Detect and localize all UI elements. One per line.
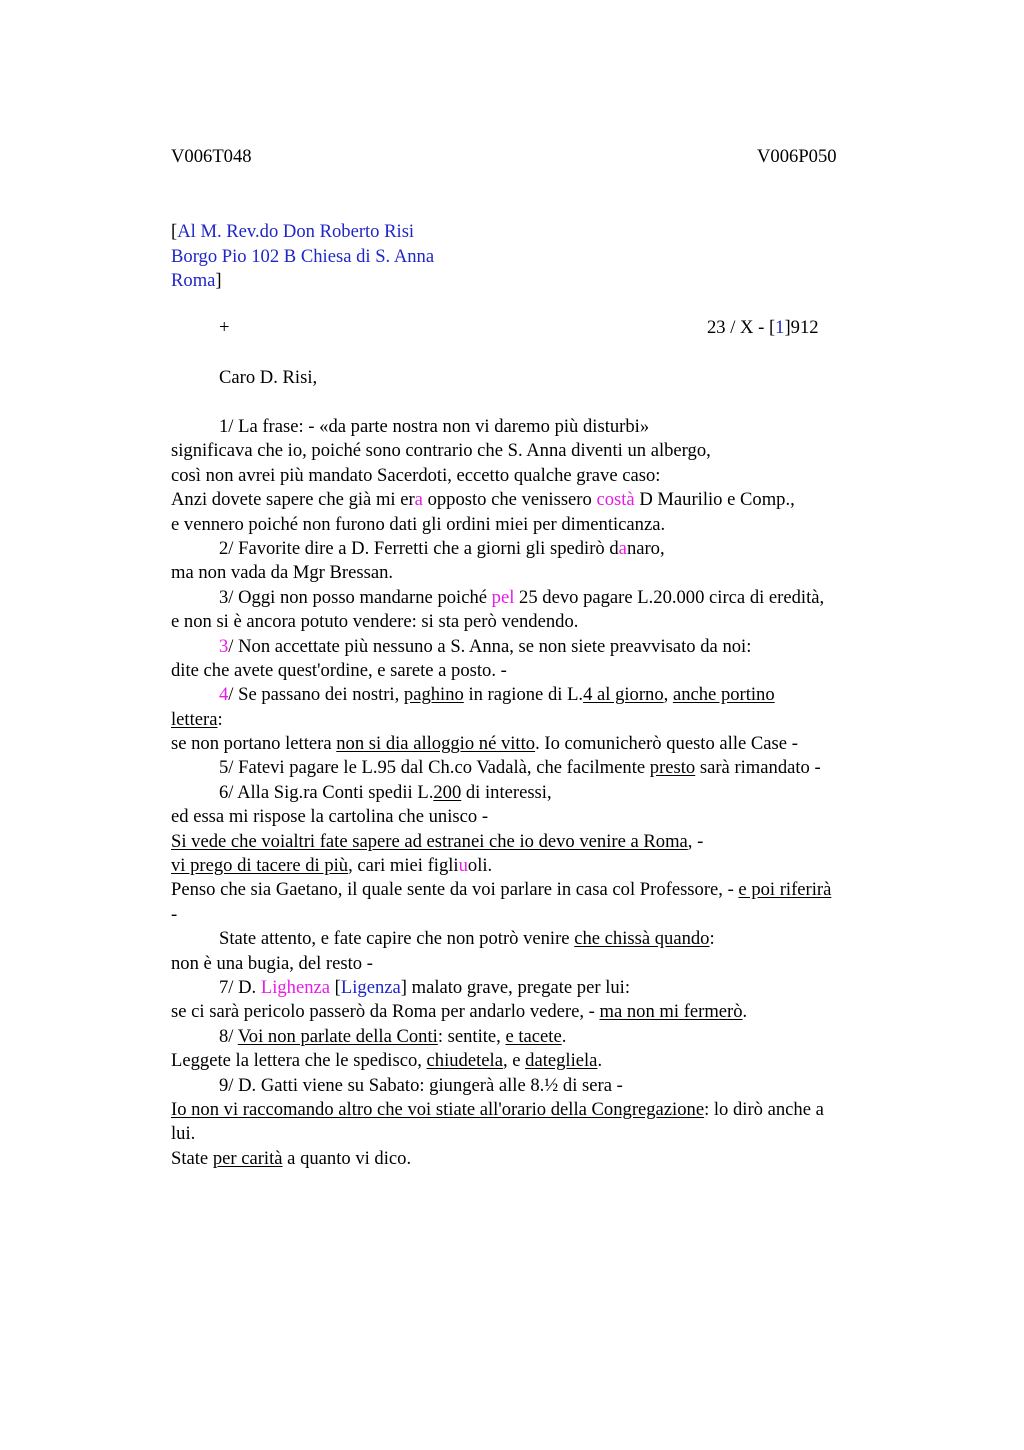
text-segment: oli. [467, 855, 493, 877]
text-segment: , cari miei figli [348, 855, 459, 877]
letter-line [171, 415, 911, 439]
text-segment: se non portano lettera [171, 733, 337, 755]
text-segment: , [663, 684, 673, 706]
text-segment: Leggete la lettera che le spedisco, [171, 1050, 427, 1072]
letter-line [171, 439, 911, 463]
text-segment: pel [491, 586, 515, 608]
address-block [171, 220, 434, 294]
text-segment: 8/ [219, 1025, 238, 1047]
text-segment: Io non vi raccomando altro che voi stiate all'orario della Congregazione [171, 1098, 705, 1120]
letter-body [171, 415, 911, 1171]
text-segment: 25 devo pagare L.20.000 circa di eredità, [514, 586, 825, 608]
text-segment: paghino [403, 684, 464, 706]
text-segment: di interessi, [461, 781, 552, 803]
text-segment: : [217, 708, 223, 730]
text-segment: , e [502, 1050, 526, 1072]
text-segment: naro, [626, 537, 665, 559]
text-segment: in ragione di L. [463, 684, 584, 706]
letter-line [171, 561, 911, 585]
letter-date: 23 / X - [1]912 [707, 317, 819, 338]
letter-line [171, 488, 911, 512]
letter-line [171, 927, 911, 951]
text-segment: Penso che sia Gaetano, il quale sente da voi parlare in casa col Professore, - [171, 879, 739, 901]
text-segment: non è una bugia, del resto - [171, 952, 373, 974]
text-segment: . [742, 1001, 748, 1023]
letter-line [171, 805, 911, 829]
text-segment: 1/ La frase: - «da parte nostra non vi daremo più disturbi» [219, 416, 650, 437]
text-segment: 9/ D. Gatti viene su Sabato: giungerà alle 8.½ di sera - [219, 1074, 623, 1096]
text-segment: . [561, 1025, 567, 1047]
letter-line [171, 1122, 911, 1146]
text-segment: Anzi dovete sapere che già mi er [171, 489, 415, 511]
text-segment: se ci sarà pericolo passerò da Roma per andarlo vedere, - [171, 1001, 600, 1023]
letter-line [171, 854, 911, 878]
letter-line [171, 1098, 911, 1122]
text-segment: costà [596, 489, 635, 511]
text-segment: e tacete [505, 1025, 562, 1047]
text-segment: - [171, 903, 178, 925]
text-segment: così non avrei più mandato Sacerdoti, eccetto qualche grave caso: [171, 464, 661, 486]
text-segment: lettera [171, 708, 218, 730]
text-segment: u [458, 855, 468, 877]
text-segment: ma non mi fermerò [599, 1001, 743, 1023]
text-segment: Ligenza [340, 976, 401, 998]
text-segment: Si vede che voialtri fate sapere ad estranei che io devo venire a Roma [171, 830, 688, 852]
text-segment: , - [687, 830, 704, 852]
text-segment: a [618, 537, 627, 559]
text-segment: 3/ Oggi non posso mandarne poiché [219, 586, 492, 608]
text-segment: : lo dirò anche a [704, 1098, 824, 1120]
text-segment: 6/ Alla Sig.ra Conti spedii L. [219, 781, 434, 803]
text-segment: opposto che venissero [422, 489, 597, 511]
text-segment: 4 al giorno [583, 684, 664, 706]
text-segment: 5/ Fatevi pagare le L.95 dal Ch.co Vadalà, che facilmente [219, 757, 650, 779]
text-segment: / Non accettate più nessuno a S. Anna, se non siete preavvisato da noi: [228, 635, 752, 657]
text-segment: 3 [219, 635, 229, 657]
letter-line [171, 1025, 911, 1049]
text-segment: e non si è ancora potuto vendere: si sta però vendendo. [171, 611, 579, 633]
letter-line [171, 586, 911, 610]
letter-line [171, 537, 911, 561]
text-segment: dategliela [525, 1050, 598, 1072]
letter-line [171, 732, 911, 756]
letter-line [171, 756, 911, 780]
text-segment: 200 [433, 781, 462, 803]
address-line-2: Borgo Pio 102 B Chiesa di S. Anna [171, 245, 435, 267]
text-segment: Voi non parlate della Conti [237, 1025, 438, 1047]
text-segment: a quanto vi dico. [282, 1147, 412, 1169]
letter-line [171, 976, 911, 1000]
text-segment: State attento, e fate capire che non potrò venire [219, 928, 575, 950]
document-code-right: V006P050 [757, 146, 837, 167]
address-line-3: Roma] [171, 270, 222, 291]
letter-line [171, 1074, 911, 1098]
letter-line [171, 1147, 911, 1171]
text-segment: [ [330, 976, 341, 998]
text-segment: : [709, 928, 715, 950]
letter-line [171, 781, 911, 805]
text-segment: a [414, 489, 423, 511]
letter-line [171, 903, 911, 927]
text-segment: ed essa mi rispose la cartolina che unisco - [171, 806, 489, 828]
text-segment: e vennero poiché non furono dati gli ordini miei per dimenticanza. [171, 513, 666, 535]
text-segment: presto [649, 757, 696, 779]
text-segment: State [171, 1147, 213, 1169]
text-segment: e poi riferirà [738, 879, 832, 901]
address-line-1: [Al M. Rev.do Don Roberto Risi [171, 221, 415, 242]
letter-line [171, 1049, 911, 1073]
letter-line [171, 952, 911, 976]
letter-line [171, 1000, 911, 1024]
letter-line [171, 878, 911, 902]
letter-line [171, 610, 911, 634]
text-segment: per carità [212, 1147, 283, 1169]
letter-line [171, 683, 911, 707]
letter-line [171, 708, 911, 732]
text-segment: D Maurilio e Comp., [634, 489, 795, 511]
text-segment: . [597, 1050, 603, 1072]
text-segment: : sentite, [437, 1025, 506, 1047]
text-segment: 7/ D. [219, 976, 261, 998]
text-segment: vi prego di tacere di più [171, 855, 349, 877]
letter-line [171, 635, 911, 659]
text-segment: anche portino [672, 684, 775, 706]
letter-line [171, 513, 911, 537]
text-segment: significava che io, poiché sono contrario che S. Anna diventi un albergo, [171, 440, 711, 462]
letter-line [171, 830, 911, 854]
text-segment: lui. [171, 1123, 196, 1145]
letter-line [171, 659, 911, 683]
text-segment: non si dia alloggio né vitto [336, 733, 536, 755]
text-segment: / Se passano dei nostri, [228, 684, 404, 706]
text-segment: ma non vada da Mgr Bressan. [171, 562, 394, 584]
text-segment: ] malato grave, pregate per lui: [400, 976, 630, 998]
text-segment: 4 [219, 684, 229, 706]
text-segment: sarà rimandato - [695, 757, 821, 779]
text-segment: . Io comunicherò questo alle Case - [535, 733, 798, 755]
text-segment: 2/ Favorite dire a D. Ferretti che a giorni gli spedirò d [219, 537, 619, 559]
cross-symbol: + [219, 317, 230, 338]
text-segment: Lighenza [260, 976, 331, 998]
salutation: Caro D. Risi, [219, 367, 318, 388]
document-code-left: V006T048 [171, 146, 252, 167]
letter-line [171, 464, 911, 488]
text-segment: dite che avete quest'ordine, e sarete a posto. - [171, 659, 507, 681]
text-segment: chiudetela [426, 1050, 503, 1072]
text-segment: che chissà quando [574, 928, 710, 950]
